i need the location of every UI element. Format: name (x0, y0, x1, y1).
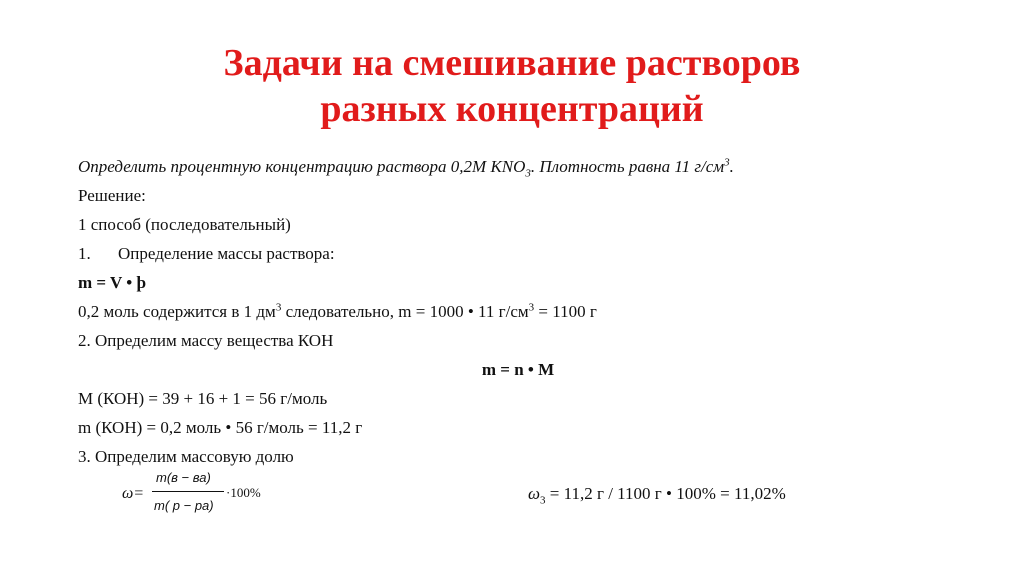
step-1-text: Определение массы раствора: (118, 244, 335, 263)
problem-statement: Определить процентную концентрацию раствора 0,2М $KNO_3$. Плотность равна 11 $г/см^3$. (78, 156, 734, 180)
mass-fraction-formula (122, 468, 292, 524)
mass-fraction-result-text: = 11,2 г / 1100 г • 100% = 11,02% (545, 484, 786, 503)
fraction-bar (152, 491, 224, 492)
formula-numerator: m(в − ва) (156, 470, 211, 485)
slide-title (0, 40, 1024, 132)
solution-label: Решение: (78, 186, 146, 205)
mass-formula: m = V • þ (78, 273, 146, 292)
mass-koh-line: m (КОН) = 0,2 моль • 56 г/моль = 11,2 г (78, 418, 363, 437)
step-2: 2. Определим массу вещества КОН (78, 331, 334, 350)
title-line-1: Задачи на смешивание растворов (223, 42, 801, 84)
step-1 (78, 239, 958, 268)
mass-fraction-result (528, 484, 786, 507)
step-1-number: 1. (78, 244, 91, 263)
omega-result-symbol: ω (528, 484, 541, 503)
formula-multiplier: ·100% (226, 485, 261, 500)
omega-symbol: ω= (122, 485, 145, 502)
solution-body (78, 152, 958, 471)
method-label: 1 способ (последовательный) (78, 215, 291, 234)
formula-denominator: m( р − ра) (154, 498, 214, 513)
molar-mass-line: М (КОН) = 39 + 16 + 1 = 56 г/моль (78, 389, 328, 408)
title-line-2: разных концентраций (320, 88, 704, 130)
omega-result-subscript: 3 (540, 494, 546, 507)
mnm-formula: m = n • M (481, 360, 555, 379)
step-3: 3. Определим массовую долю (78, 447, 294, 466)
moles-line: 0,2 моль содержится в 1 $дм^3$ следовательно, m = 1000 • 11 $г/см^3 = 1100$ г (78, 301, 597, 321)
